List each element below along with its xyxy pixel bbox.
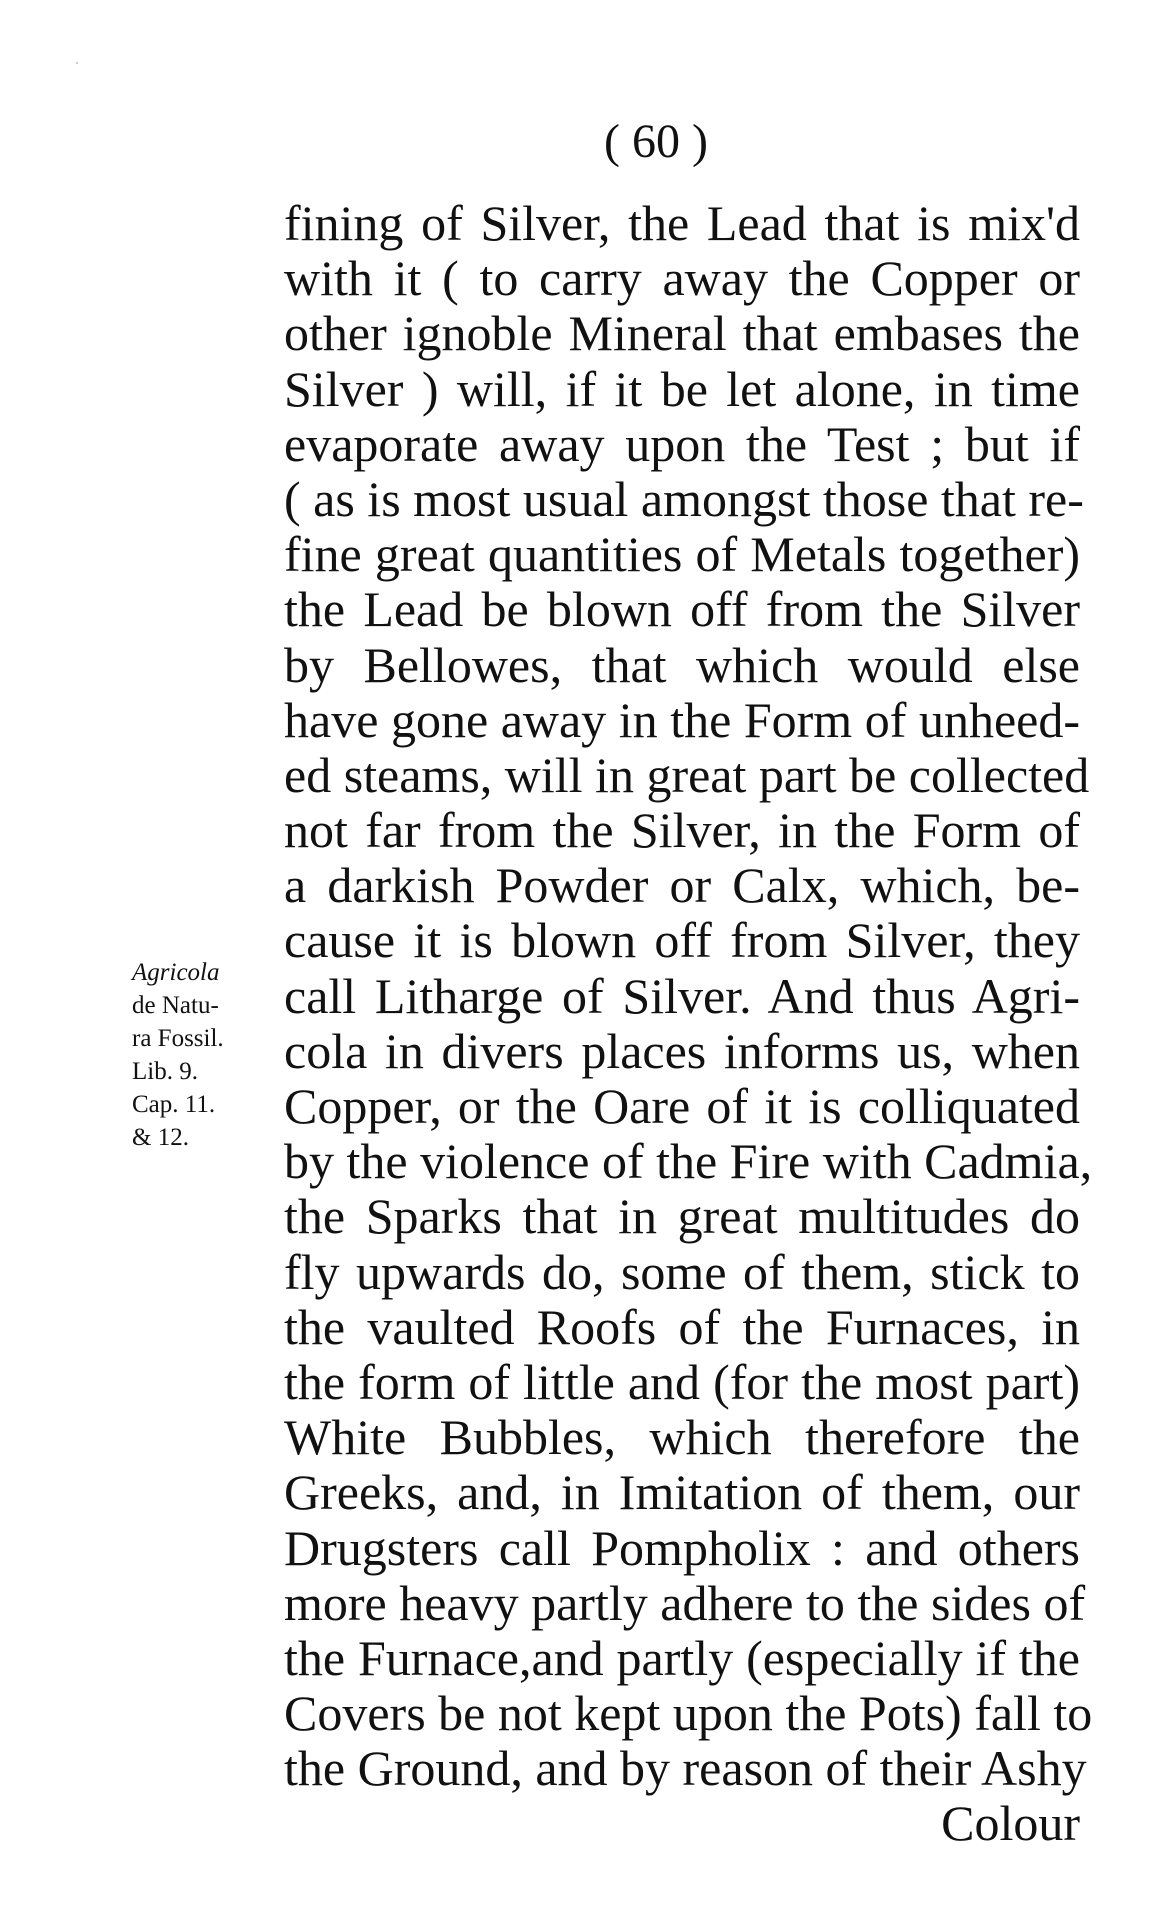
text-line: the Furnace,and partly (especially if the bbox=[284, 1629, 1080, 1686]
text-line: evaporate away upon the Test ; but if bbox=[284, 415, 1080, 472]
text-line: Greeks, and, in Imitation of them, our bbox=[284, 1464, 1080, 1521]
text-line: fine great quantities of Metals together) bbox=[284, 526, 1080, 583]
margin-note-line: de Natu- bbox=[132, 992, 219, 1019]
paper-speck bbox=[76, 62, 78, 64]
text-line: ( as is most usual amongst those that re- bbox=[284, 470, 1084, 527]
text-line: the Sparks that in great multitudes do bbox=[284, 1188, 1080, 1245]
main-text-block bbox=[284, 195, 1093, 1852]
text-line: Copper, or the Oare of it is colliquated bbox=[284, 1078, 1080, 1134]
text-line: fining of Silver, the Lead that is mix'd bbox=[284, 195, 1080, 251]
text-line: the form of little and (for the most part) bbox=[284, 1353, 1080, 1410]
margin-note-line: ra Fossil. bbox=[132, 1025, 224, 1052]
text-line: cause it is blown off from Silver, they bbox=[284, 912, 1080, 969]
text-line: have gone away in the Form of unheed- bbox=[284, 691, 1080, 748]
margin-note-line: Lib. 9. bbox=[132, 1058, 198, 1085]
text-line: by the violence of the Fire with Cadmia, bbox=[284, 1133, 1093, 1190]
text-line: White Bubbles, which therefore the bbox=[284, 1409, 1080, 1466]
catchword: Colour bbox=[941, 1795, 1080, 1852]
text-line: Covers be not kept upon the Pots) fall to bbox=[284, 1685, 1093, 1742]
text-line: a darkish Powder or Calx, which, be- bbox=[284, 857, 1080, 914]
text-line: other ignoble Mineral that embases the bbox=[284, 305, 1080, 362]
text-line: with it ( to carry away the Copper or bbox=[284, 250, 1080, 307]
page-number: ( 60 ) bbox=[604, 115, 708, 168]
margin-note-line: Cap. 11. bbox=[132, 1091, 216, 1118]
text-line: by Bellowes, that which would else bbox=[284, 636, 1080, 693]
margin-note bbox=[132, 956, 282, 1154]
text-line: the Lead be blown off from the Silver bbox=[284, 581, 1080, 638]
text-line: cola in divers places informs us, when bbox=[284, 1022, 1080, 1079]
text-line: ed steams, will in great part be collected bbox=[284, 746, 1090, 803]
text-line: fly upwards do, some of them, stick to bbox=[284, 1243, 1080, 1300]
text-line: more heavy partly adhere to the sides of bbox=[284, 1574, 1086, 1631]
text-line: not far from the Silver, in the Form of bbox=[284, 802, 1080, 859]
text-line: Drugsters call Pompholix : and others bbox=[284, 1519, 1080, 1576]
text-line: call Litharge of Silver. And thus Agri- bbox=[284, 967, 1080, 1024]
text-line: the vaulted Roofs of the Furnaces, in bbox=[284, 1298, 1080, 1355]
margin-note-line: & 12. bbox=[132, 1124, 189, 1151]
text-line: Silver ) will, if it be let alone, in time bbox=[284, 360, 1080, 417]
margin-note-line: Agricola bbox=[132, 959, 220, 986]
text-line: the Ground, and by reason of their Ashy bbox=[284, 1740, 1087, 1797]
